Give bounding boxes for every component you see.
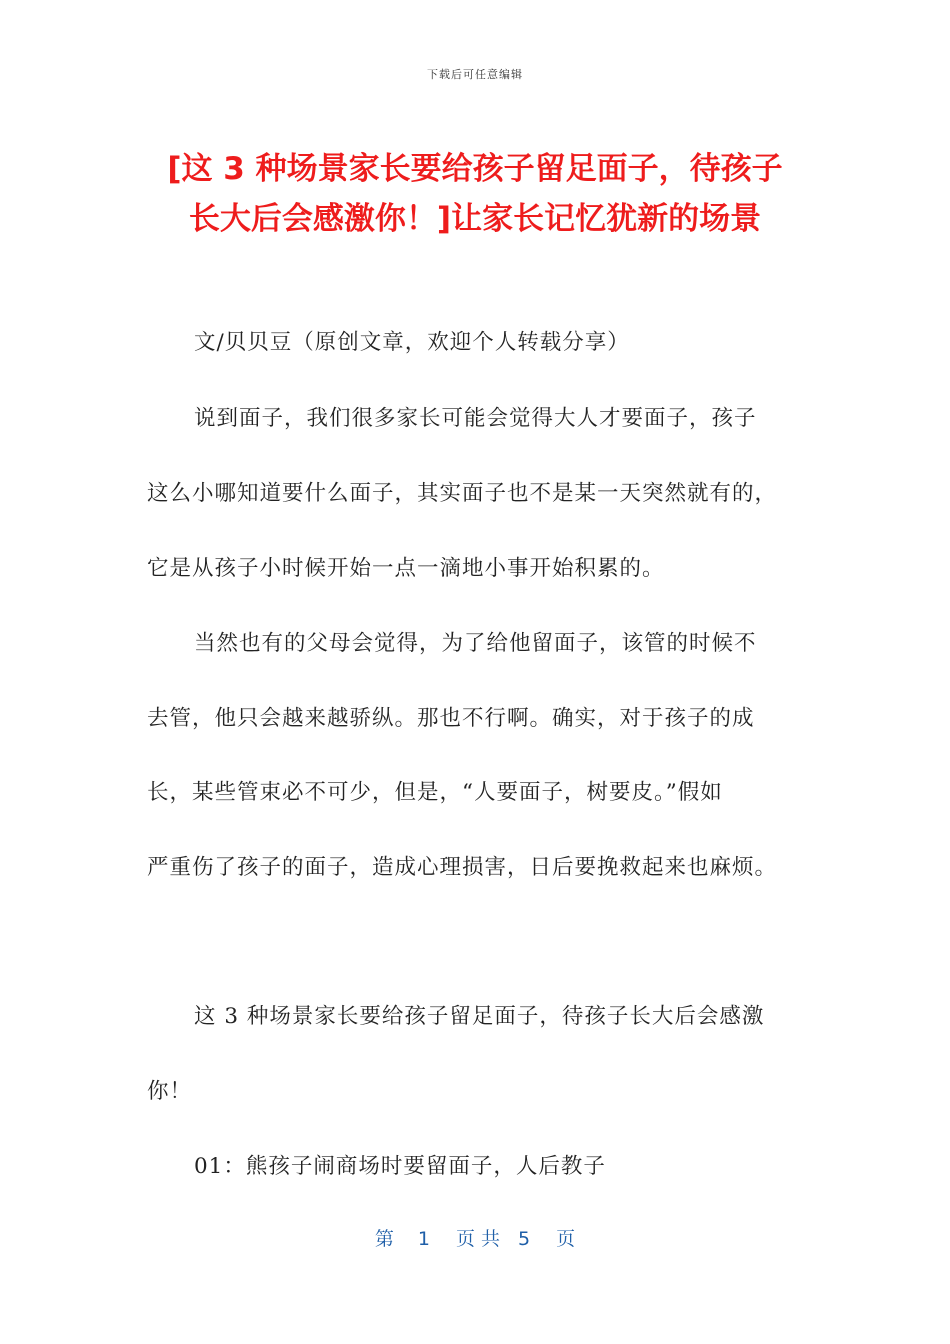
header-note: 下载后可任意编辑 (427, 68, 523, 81)
document-title (120, 144, 830, 244)
paragraph-1-line-2: 这么小哪知道要什么面子，其实面子也不是某一天突然就有的， (147, 481, 778, 506)
footer-label-mid: 页 (455, 1228, 475, 1250)
title-line-1: [这 3 种场景家长要给孩子留足面子，待孩子 (167, 151, 783, 187)
section-heading-01: 01：熊孩子闹商场时要留面子，人后教子 (194, 1154, 606, 1179)
footer-label-page: 第 (374, 1228, 394, 1250)
footer-total-pages: 5 (518, 1228, 531, 1250)
paragraph-2-line-2: 去管，他只会越来越骄纵。那也不行啊。确实，对于孩子的成 (147, 706, 755, 731)
title-line-2: 长大后会感激你！]让家长记忆犹新的场景 (188, 201, 762, 237)
paragraph-3-line-1: 这 3 种场景家长要给孩子留足面子，待孩子长大后会感激 (194, 1004, 765, 1029)
page-footer (0, 1224, 950, 1251)
paragraph-2-line-4: 严重伤了孩子的面子，造成心理损害，日后要挽救起来也麻烦。 (147, 855, 778, 880)
paragraph-2-line-3: 长，某些管束必不可少，但是，“人要面子，树要皮。”假如 (147, 780, 723, 805)
paragraph-1-line-3: 它是从孩子小时候开始一点一滴地小事开始积累的。 (147, 556, 665, 581)
footer-label-end: 页 (556, 1228, 576, 1250)
paragraph-3-line-2: 你！ (147, 1079, 193, 1104)
paragraph-2-line-1: 当然也有的父母会觉得，为了给他留面子，该管的时候不 (194, 631, 757, 656)
author-line: 文/贝贝豆（原创文章，欢迎个人转载分享） (194, 330, 630, 355)
paragraph-1-line-1: 说到面子，我们很多家长可能会觉得大人才要面子，孩子 (194, 406, 757, 431)
footer-current-page: 1 (417, 1228, 430, 1250)
footer-label-total: 共 (481, 1228, 501, 1250)
